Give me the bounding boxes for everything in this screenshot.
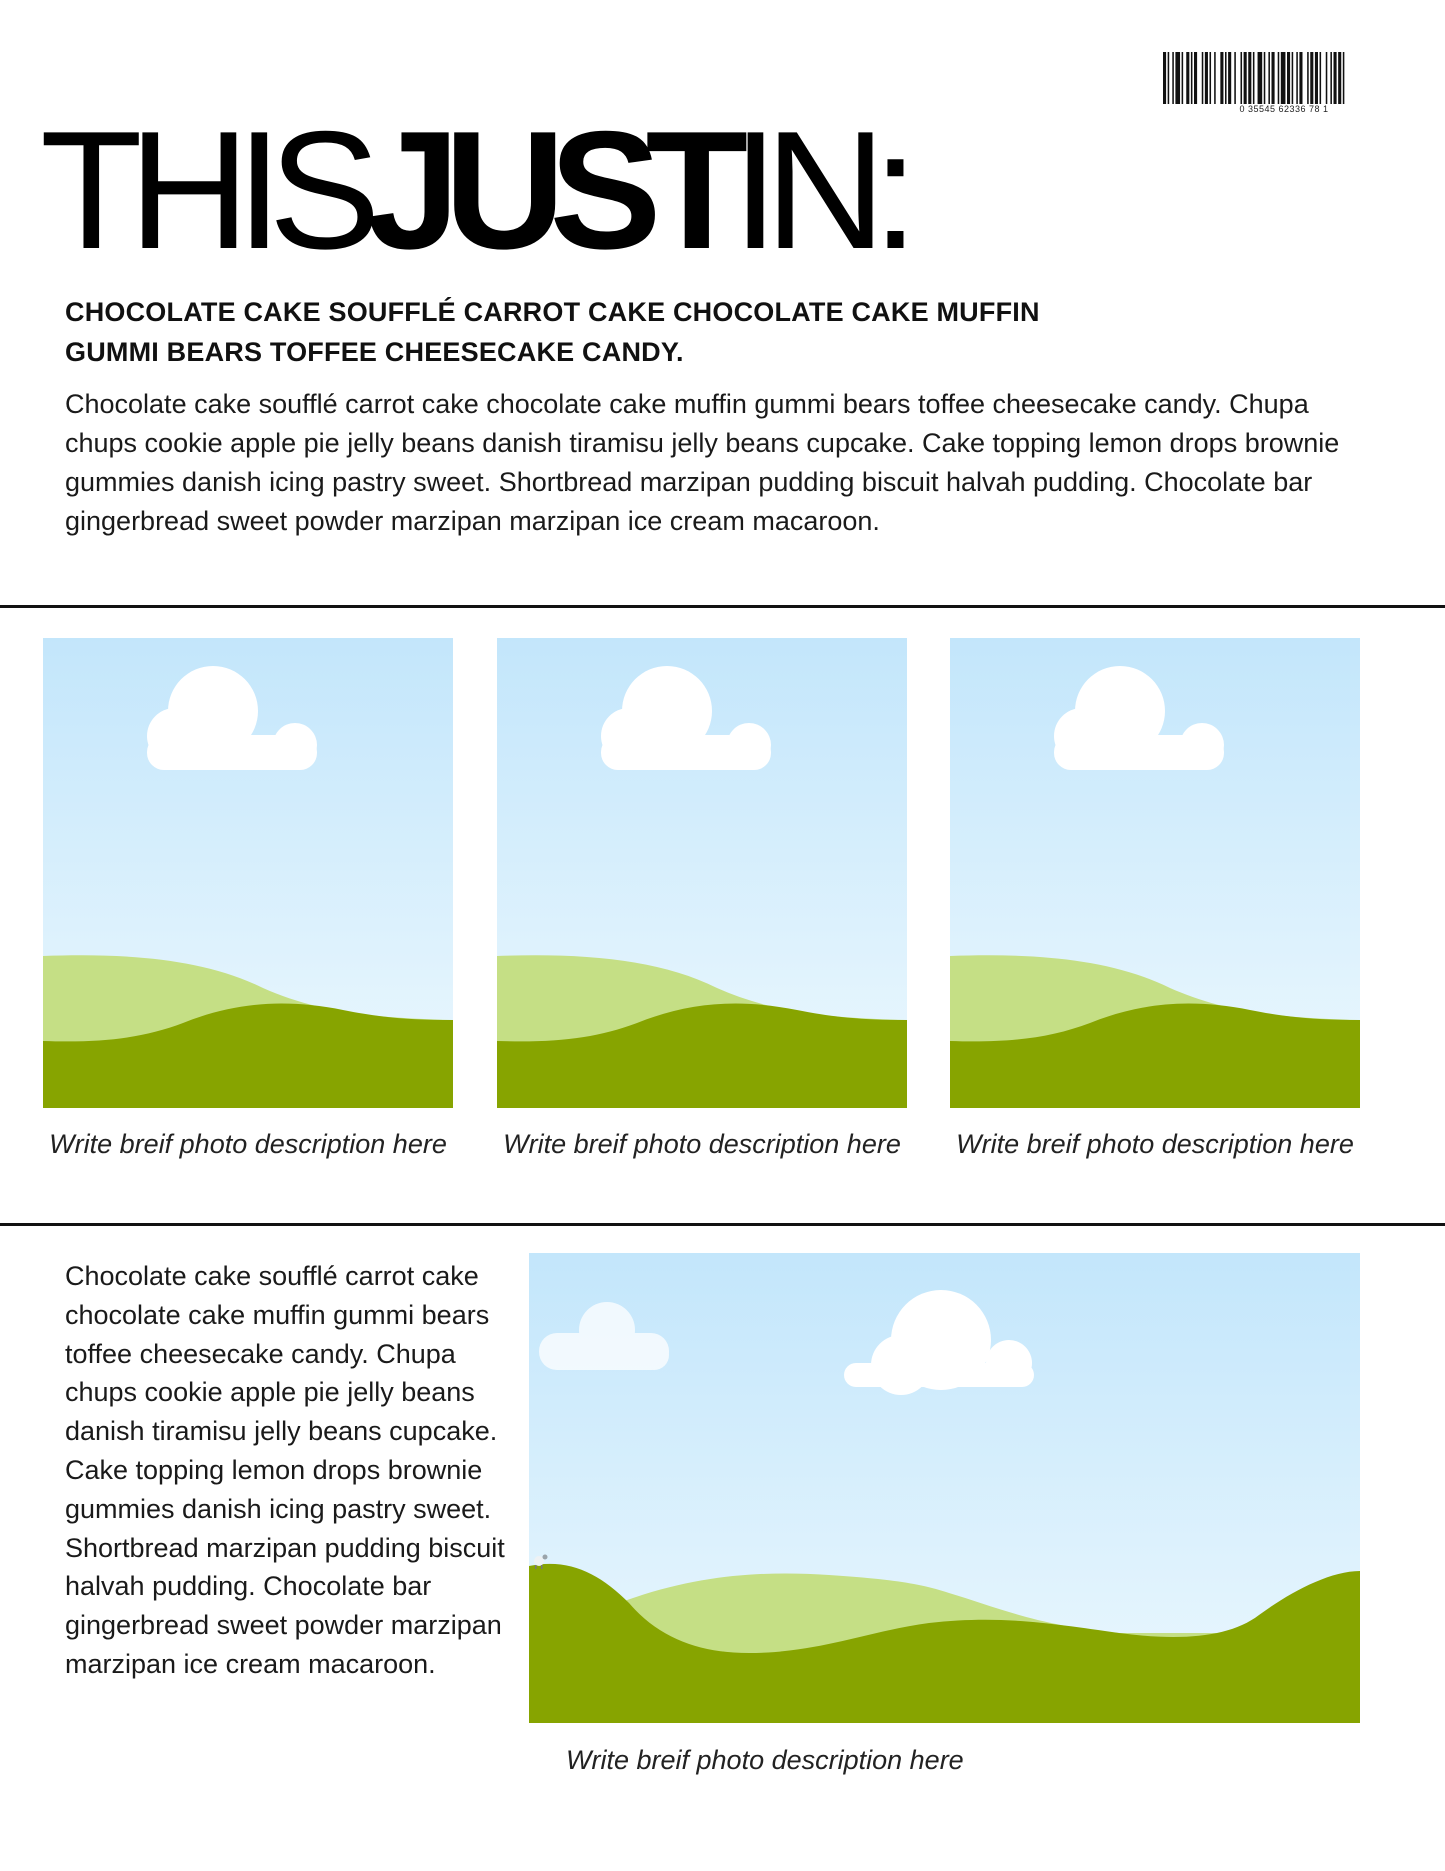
barcode-icon <box>1163 52 1405 104</box>
article-intro: Chocolate cake soufflé carrot cake chocolate cake muffin gummi bears toffee cheesecake candy. Chupa chups cookie apple pie jelly beans danish tiramisu jelly beans cupcake. Cake topping lemon drops brownie gummies danish icing pastry sweet. Shortbread marzipan pudding biscuit halvah pudding. Chocolate bar gingerbread sweet powder marzipan marzipan ice cream macaroon. <box>65 389 1340 536</box>
section-divider-bottom <box>0 1223 1445 1226</box>
photo-large-caption: Write breif photo description here <box>566 1745 964 1775</box>
photo-1 <box>43 638 453 1108</box>
photo-3 <box>950 638 1360 1108</box>
masthead-title <box>40 96 905 284</box>
masthead-word-this: THIS <box>40 96 367 284</box>
article-headline: CHOCOLATE CAKE SOUFFLÉ CARROT CAKE CHOCOLATE CAKE MUFFIN GUMMI BEARS TOFFEE CHEESECAKE CANDY. <box>65 297 1040 367</box>
photo-2-caption: Write breif photo description here <box>503 1129 901 1159</box>
photo-2 <box>497 638 907 1108</box>
section-divider-top <box>0 605 1445 608</box>
photo-3-caption: Write breif photo description here <box>956 1129 1354 1159</box>
photo-large <box>529 1253 1360 1723</box>
photo-1-caption: Write breif photo description here <box>49 1129 447 1159</box>
masthead-word-just: JUST <box>366 96 733 284</box>
barcode-number: 0 35545 62336 78 1 <box>1239 104 1329 114</box>
bottom-article-text: Chocolate cake soufflé carrot cake chocolate cake muffin gummi bears toffee cheesecake candy. Chupa chups cookie apple pie jelly beans danish tiramisu jelly beans cupcake. Cake topping lemon drops brownie gummies danish icing pastry sweet. Shortbread marzipan pudding biscuit halvah pudding. Chocolate bar gingerbread sweet powder marzipan marzipan ice cream macaroon. <box>65 1261 505 1679</box>
masthead-word-in: IN: <box>732 96 905 284</box>
